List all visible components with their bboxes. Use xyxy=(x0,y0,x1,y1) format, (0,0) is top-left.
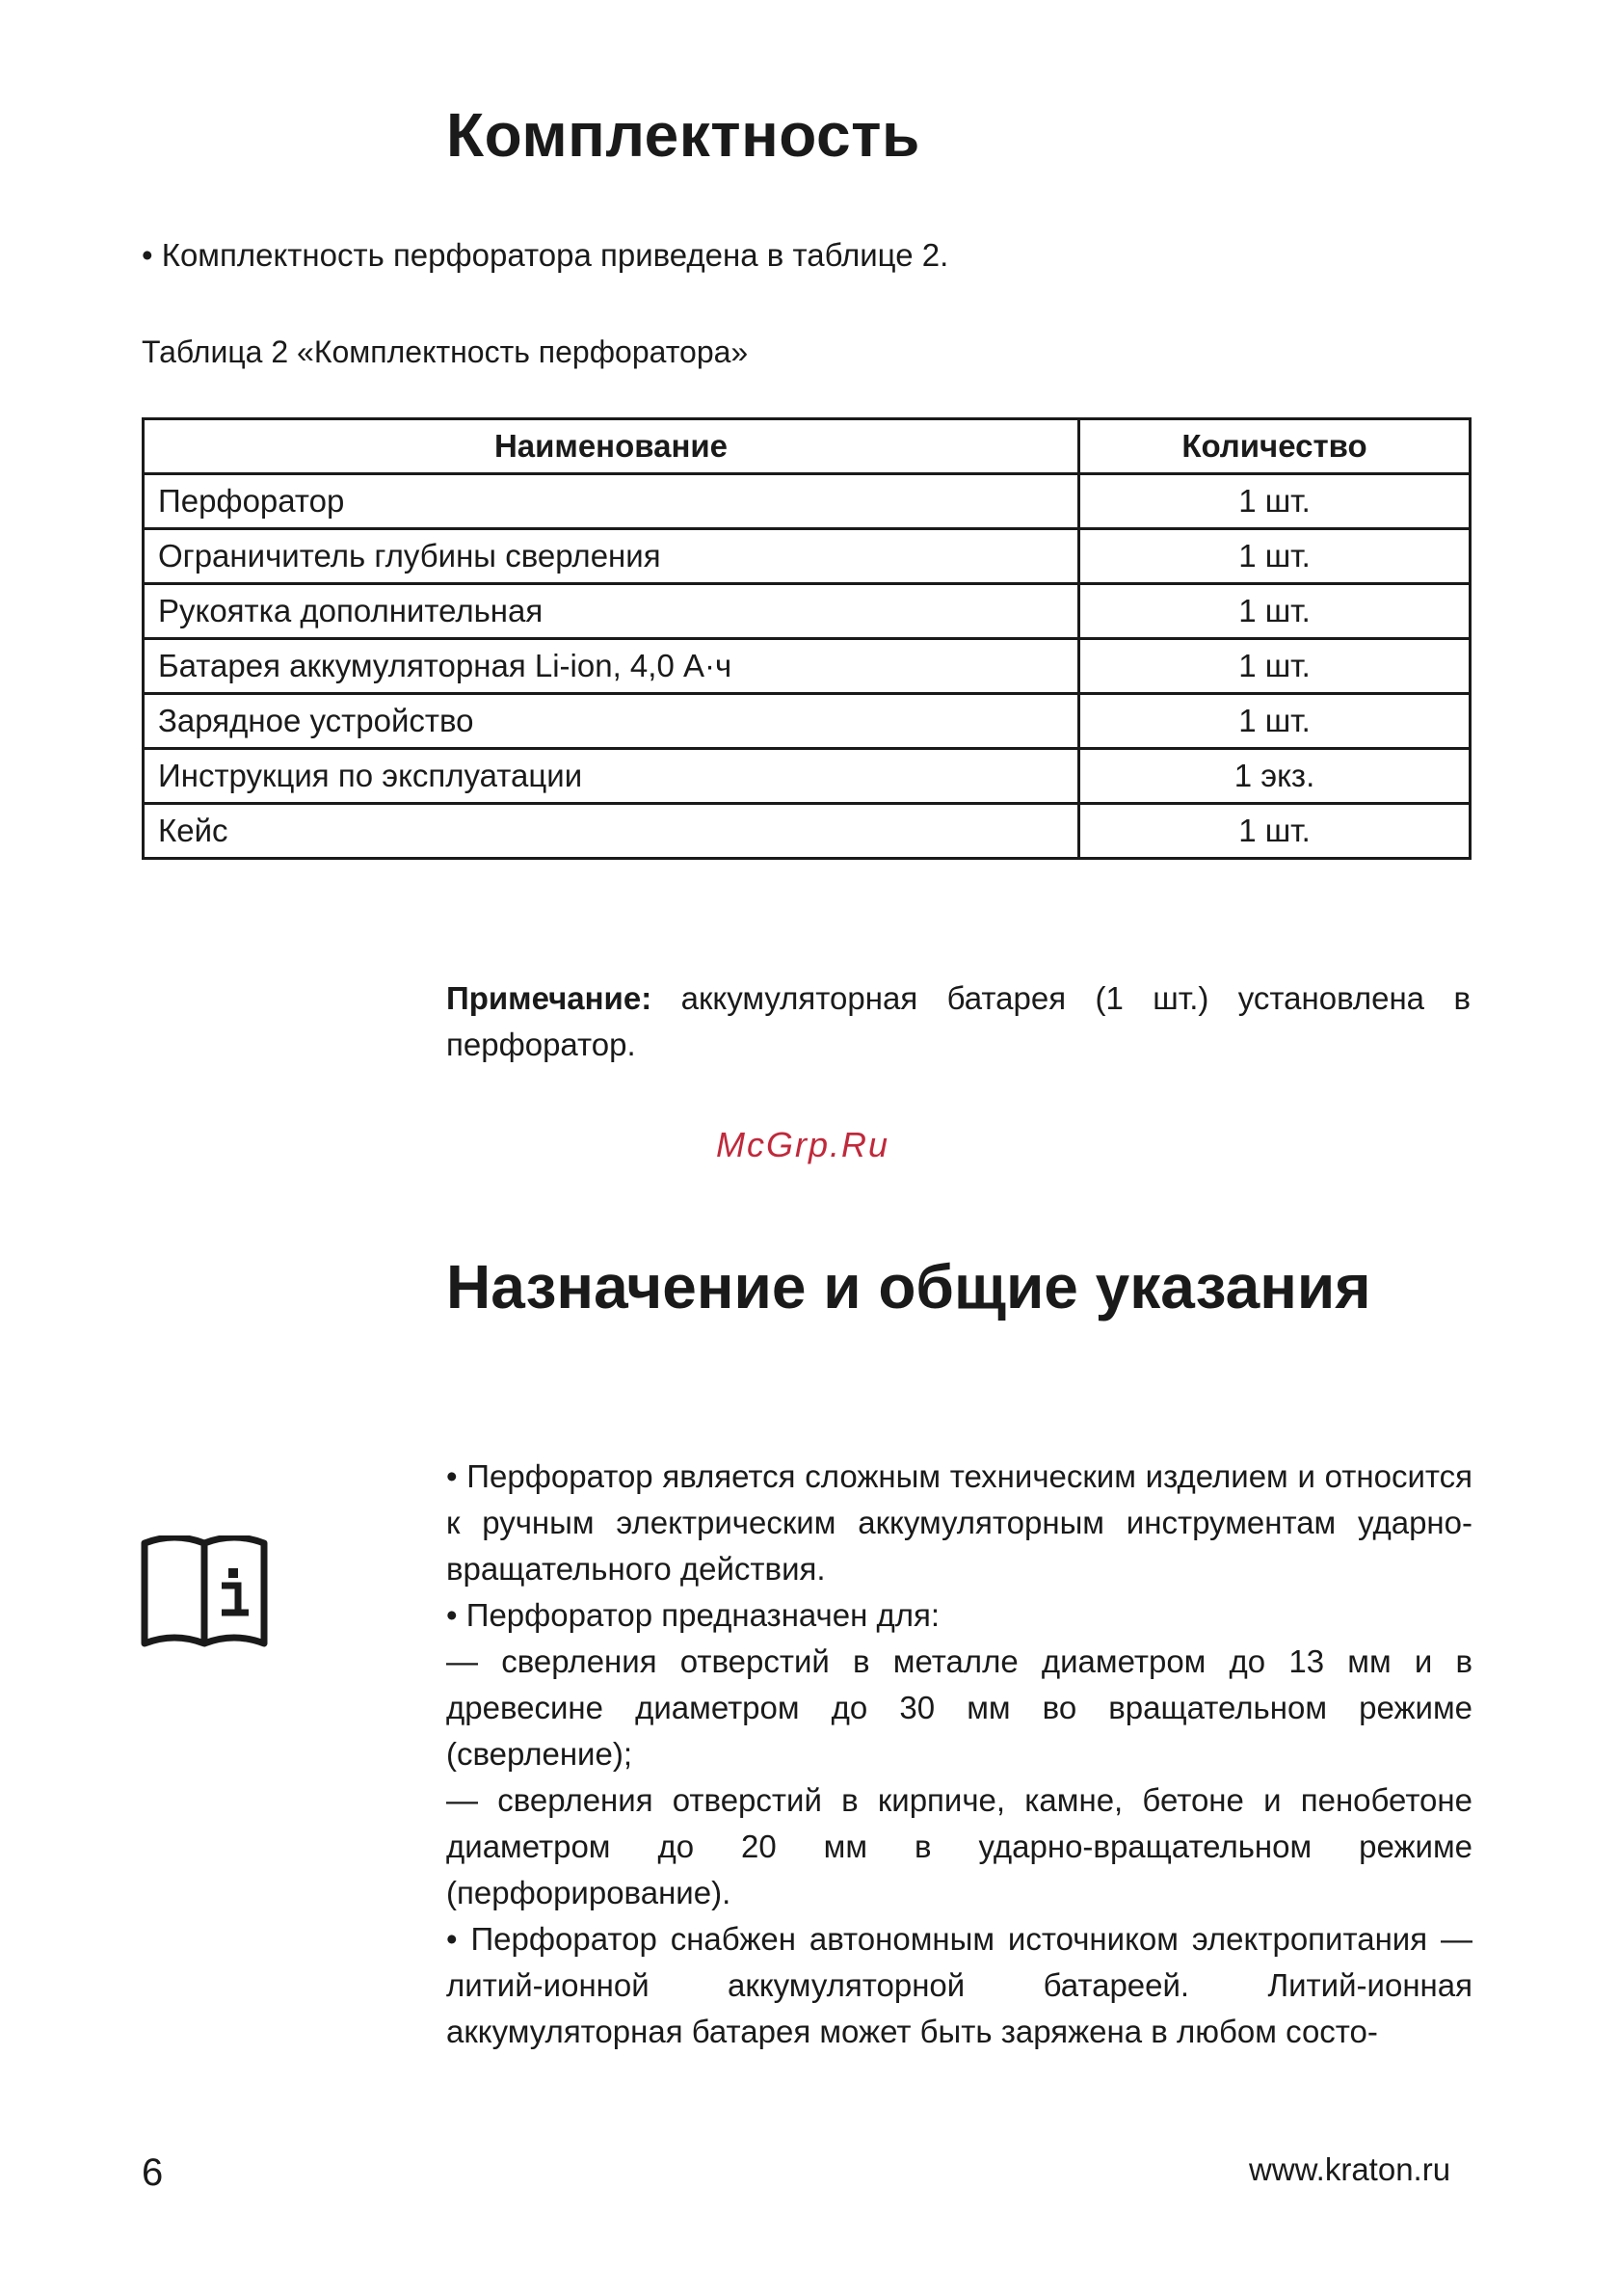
table-row xyxy=(144,474,1471,529)
cell-name: Ограничитель глубины сверления xyxy=(144,529,1079,584)
intro-text: • Комплектность перфоратора приведена в таблице 2. xyxy=(142,237,949,273)
paragraph: — сверления отверстий в кирпиче, камне, бетоне и пенобетоне диаметром до 20 мм в ударно-вращательном режиме (перфорирование). xyxy=(446,1782,1472,1910)
note-text: аккумуляторная батарея (1 шт.) установлена в перфоратор. xyxy=(446,980,1471,1062)
paragraph: • Перфоратор снабжен автономным источником электропитания — литий-ионной аккумуляторной батареей. Литий-ионная аккумуляторная батарея может быть заряжена в любом состо- xyxy=(446,1921,1472,2049)
cell-qty: 1 шт. xyxy=(1079,474,1471,529)
note-label: Примечание: xyxy=(446,980,652,1016)
header-quantity: Количество xyxy=(1079,419,1471,474)
note xyxy=(446,975,1471,1068)
section-title-purpose: Назначение и общие указания xyxy=(446,1252,1371,1322)
completeness-table xyxy=(142,417,1472,860)
info-book-icon xyxy=(141,1535,276,1651)
table-row xyxy=(144,694,1471,749)
cell-name: Перфоратор xyxy=(144,474,1079,529)
page-number: 6 xyxy=(142,2151,164,2194)
cell-qty: 1 шт. xyxy=(1079,584,1471,639)
table-row xyxy=(144,749,1471,804)
cell-name: Рукоятка дополнительная xyxy=(144,584,1079,639)
paragraph: • Перфоратор является сложным техническим изделием и относится к ручным электрическим аккумуляторным инструментам ударно-вращательного действия. xyxy=(446,1458,1472,1587)
cell-name: Инструкция по эксплуатации xyxy=(144,749,1079,804)
cell-qty: 1 шт. xyxy=(1079,694,1471,749)
table-row xyxy=(144,529,1471,584)
table-caption: Таблица 2 «Комплектность перфоратора» xyxy=(142,334,749,369)
purpose-text xyxy=(446,1454,1472,2055)
cell-qty: 1 шт. xyxy=(1079,639,1471,694)
table-row xyxy=(144,804,1471,859)
paragraph: • Перфоратор предназначен для: xyxy=(446,1597,941,1633)
section-title-completeness: Комплектность xyxy=(446,100,920,170)
cell-qty: 1 экз. xyxy=(1079,749,1471,804)
footer-site-link[interactable]: www.kraton.ru xyxy=(1249,2151,1451,2187)
table-row xyxy=(144,639,1471,694)
cell-qty: 1 шт. xyxy=(1079,804,1471,859)
header-name: Наименование xyxy=(144,419,1079,474)
cell-name: Кейс xyxy=(144,804,1079,859)
paragraph: — сверления отверстий в металле диаметром до 13 мм и в древесине диаметром до 30 мм во вращательном режиме (сверление); xyxy=(446,1643,1472,1772)
cell-qty: 1 шт. xyxy=(1079,529,1471,584)
watermark[interactable]: McGrp.Ru xyxy=(716,1125,890,1164)
table-header-row xyxy=(144,419,1471,474)
cell-name: Зарядное устройство xyxy=(144,694,1079,749)
table-row xyxy=(144,584,1471,639)
cell-name: Батарея аккумуляторная Li-ion, 4,0 А·ч xyxy=(144,639,1079,694)
